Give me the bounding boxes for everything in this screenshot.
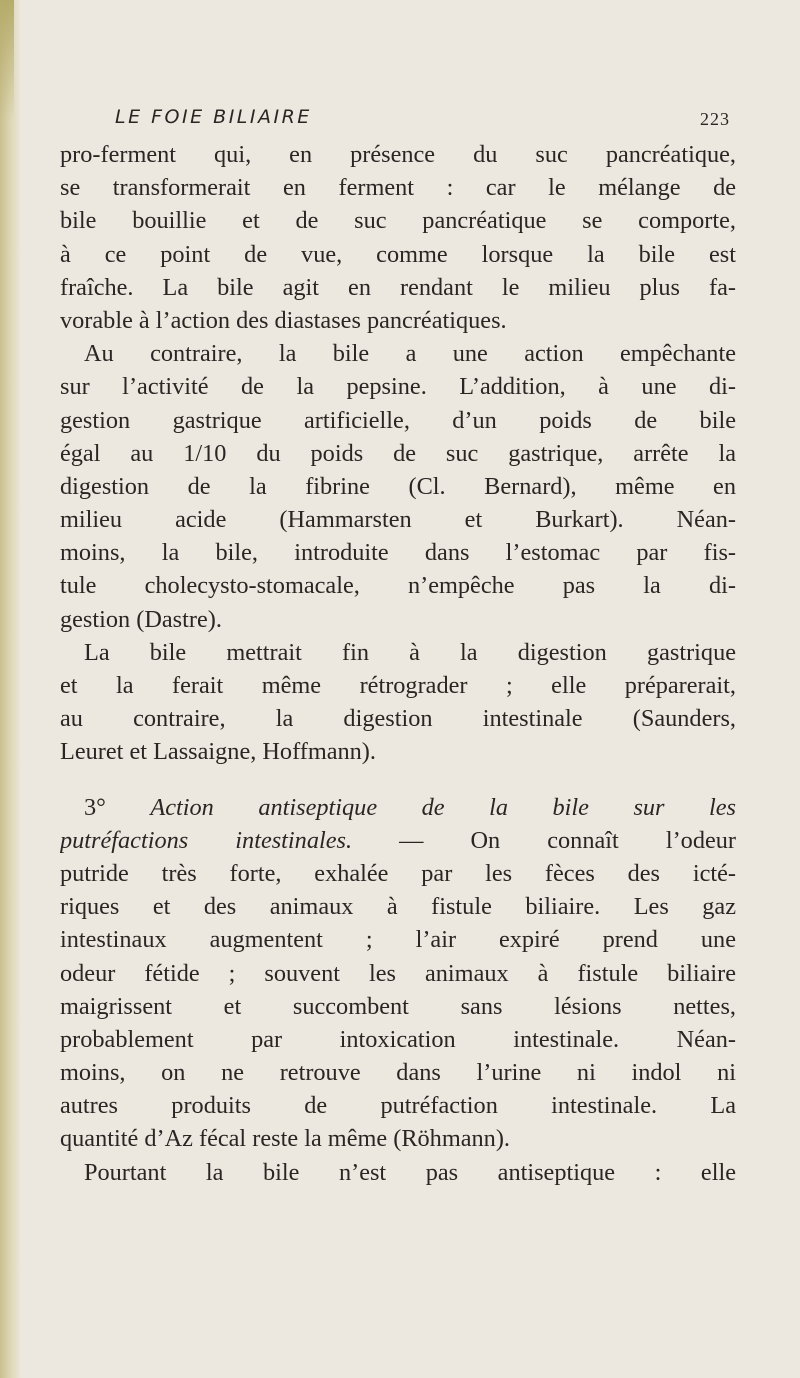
page-edge-shadow (0, 0, 22, 1378)
text-line: maigrissent et succombent sans lésions nettes, (60, 992, 736, 1020)
text-line: fraîche. La bile agit en rendant le milieu plus fa- (60, 273, 736, 301)
text-line: Pourtant la bile n’est pas antiseptique : elle (84, 1158, 736, 1186)
text-line: Leuret et Lassaigne, Hoffmann). (60, 738, 376, 766)
text-line: et la ferait même rétrograder ; elle préparerait, (60, 672, 736, 699)
text-line: bile bouillie et de suc pancréatique se comporte, (60, 207, 736, 235)
page-edge-stain (0, 0, 14, 120)
section-title: Action antiseptique de la bile sur les (150, 793, 736, 821)
text-line: vorable à l’action des diastases pancréatiques. (60, 306, 507, 334)
text-line: gestion gastrique artificielle, d’un poids de bile (60, 406, 736, 434)
text-line: riques et des animaux à fistule biliaire. Les gaz (60, 893, 736, 921)
section-heading-line (60, 824, 736, 857)
text-line: tule cholecysto-stomacale, n’empêche pas la di- (60, 572, 736, 600)
text-line: gestion (Dastre). (60, 605, 222, 633)
section-gap (60, 769, 736, 791)
text-line: putride très forte, exhalée par les fèces des icté- (60, 859, 736, 887)
text-line: digestion de la fibrine (Cl. Bernard), même en (60, 472, 736, 500)
text-line: moins, on ne retrouve dans l’urine ni indol ni (60, 1059, 736, 1087)
section-title-continued: putréfactions intestinales. (60, 826, 353, 854)
running-header (60, 106, 730, 136)
text-line: milieu acide (Hammarsten et Burkart). Néan- (60, 506, 736, 534)
text-line: La bile mettrait fin à la digestion gastrique (84, 638, 736, 666)
text-line: autres produits de putréfaction intestinale. La (60, 1092, 736, 1120)
text-line: intestinaux augmentent ; l’air expiré prend une (60, 926, 736, 954)
text-line: sur l’activité de la pepsine. L’addition, à une di- (60, 373, 736, 401)
page-number: 223 (700, 109, 730, 129)
running-title: LE FOIE BILIAIRE (115, 106, 312, 128)
text-line: pro-ferment qui, en présence du suc pancréatique, (60, 141, 736, 168)
section-number: 3° (84, 793, 106, 821)
text-line: au contraire, la digestion intestinale (Saunders, (60, 705, 736, 733)
body-text (60, 138, 736, 1189)
text-line: se transformerait en ferment : car le mélange de (60, 174, 736, 202)
text-line: égal au 1/10 du poids de suc gastrique, arrête la (60, 439, 736, 467)
text-line: Au contraire, la bile a une action empêchante (84, 340, 736, 368)
text-line: moins, la bile, introduite dans l’estomac par fis- (60, 539, 736, 567)
text-line: à ce point de vue, comme lorsque la bile est (60, 240, 736, 268)
text-line: probablement par intoxication intestinale. Néan- (60, 1025, 736, 1053)
text-line: odeur fétide ; souvent les animaux à fistule biliaire (60, 959, 736, 987)
section-text-start: — On connaît l’odeur (352, 826, 736, 854)
text-line: quantité d’Az fécal reste la même (Röhmann). (60, 1125, 510, 1153)
section-heading-line (60, 791, 736, 824)
